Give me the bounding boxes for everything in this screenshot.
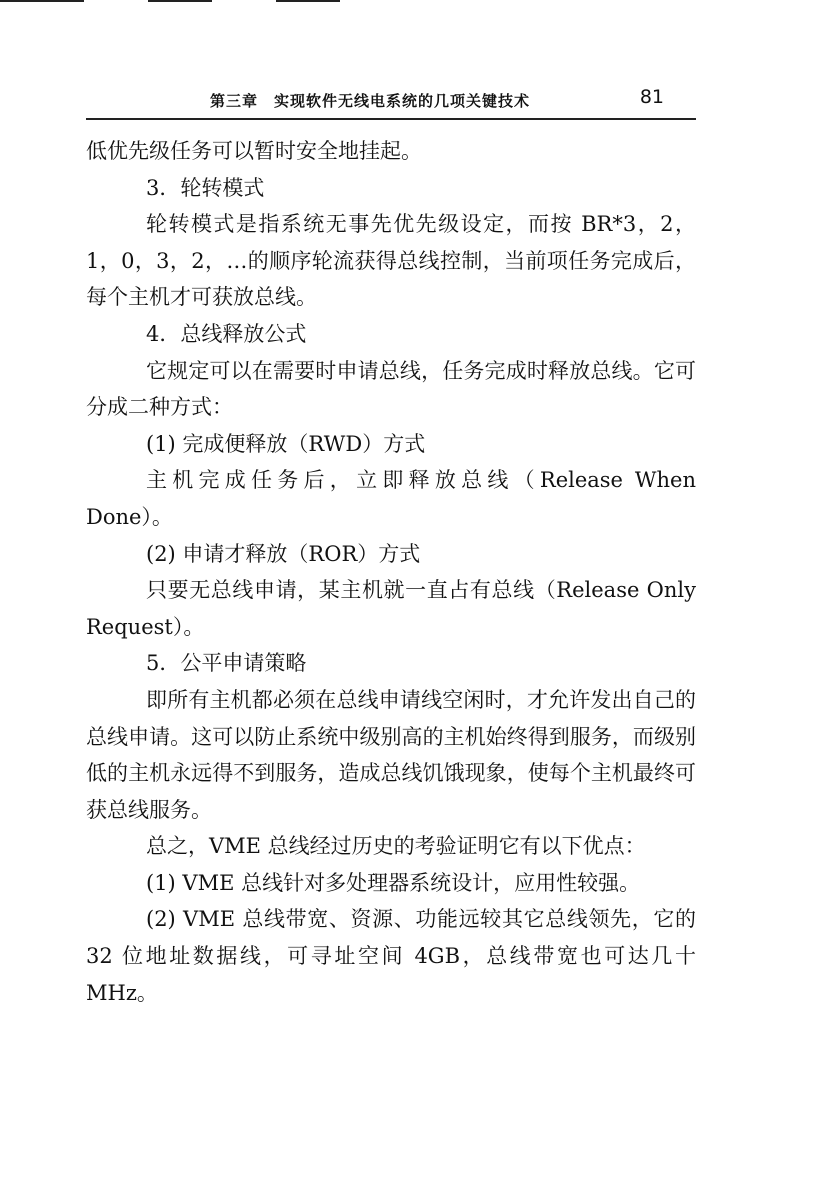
top-edge-mark (0, 0, 84, 2)
header-rule (86, 118, 696, 120)
list-item: (2) 申请才释放（ROR）方式 (146, 541, 421, 566)
list-item: (2) VME 总线带宽、资源、功能远较其它总线领先，它的 32 位地址数据线，可寻址空间 4GB，总线带宽也可达几十 MHz。 (86, 907, 696, 1005)
top-edge-mark (148, 0, 212, 2)
list-item: (1) VME 总线针对多处理器系统设计，应用性较强。 (146, 870, 641, 895)
section-heading: 5．公平申请策略 (146, 651, 307, 676)
page-header (86, 84, 694, 114)
section-heading: 3．轮转模式 (146, 175, 265, 200)
page-body (86, 133, 696, 1011)
paragraph: 主机完成任务后，立即释放总线（Release When Done）。 (86, 468, 696, 529)
running-title: 第三章 实现软件无线电系统的几项关键技术 (210, 92, 531, 110)
section-heading: 4．总线释放公式 (146, 321, 307, 346)
paragraph: 总之，VME 总线经过历史的考验证明它有以下优点： (146, 834, 646, 859)
top-edge-mark (276, 0, 340, 2)
list-item: (1) 完成便释放（RWD）方式 (146, 431, 426, 456)
paragraph: 即所有主机都必须在总线申请线空闲时，才允许发出自己的总线申请。这可以防止系统中级别高的主机始终得到服务，而级别低的主机永远得不到服务，造成总线饥饿现象，使每个主机最终可获总线服务。 (86, 687, 696, 822)
paragraph: 只要无总线申请，某主机就一直占有总线（Release Only Request）。 (86, 578, 696, 639)
paragraph: 轮转模式是指系统无事先优先级设定，而按 BR*3，2，1，0，3，2，…的顺序轮流获得总线控制，当前项任务完成后，每个主机才可获放总线。 (86, 212, 696, 310)
paragraph: 它规定可以在需要时申请总线，任务完成时释放总线。它可分成二种方式： (86, 358, 696, 420)
page-number: 81 (639, 86, 664, 108)
paragraph: 低优先级任务可以暂时安全地挂起。 (86, 139, 422, 163)
